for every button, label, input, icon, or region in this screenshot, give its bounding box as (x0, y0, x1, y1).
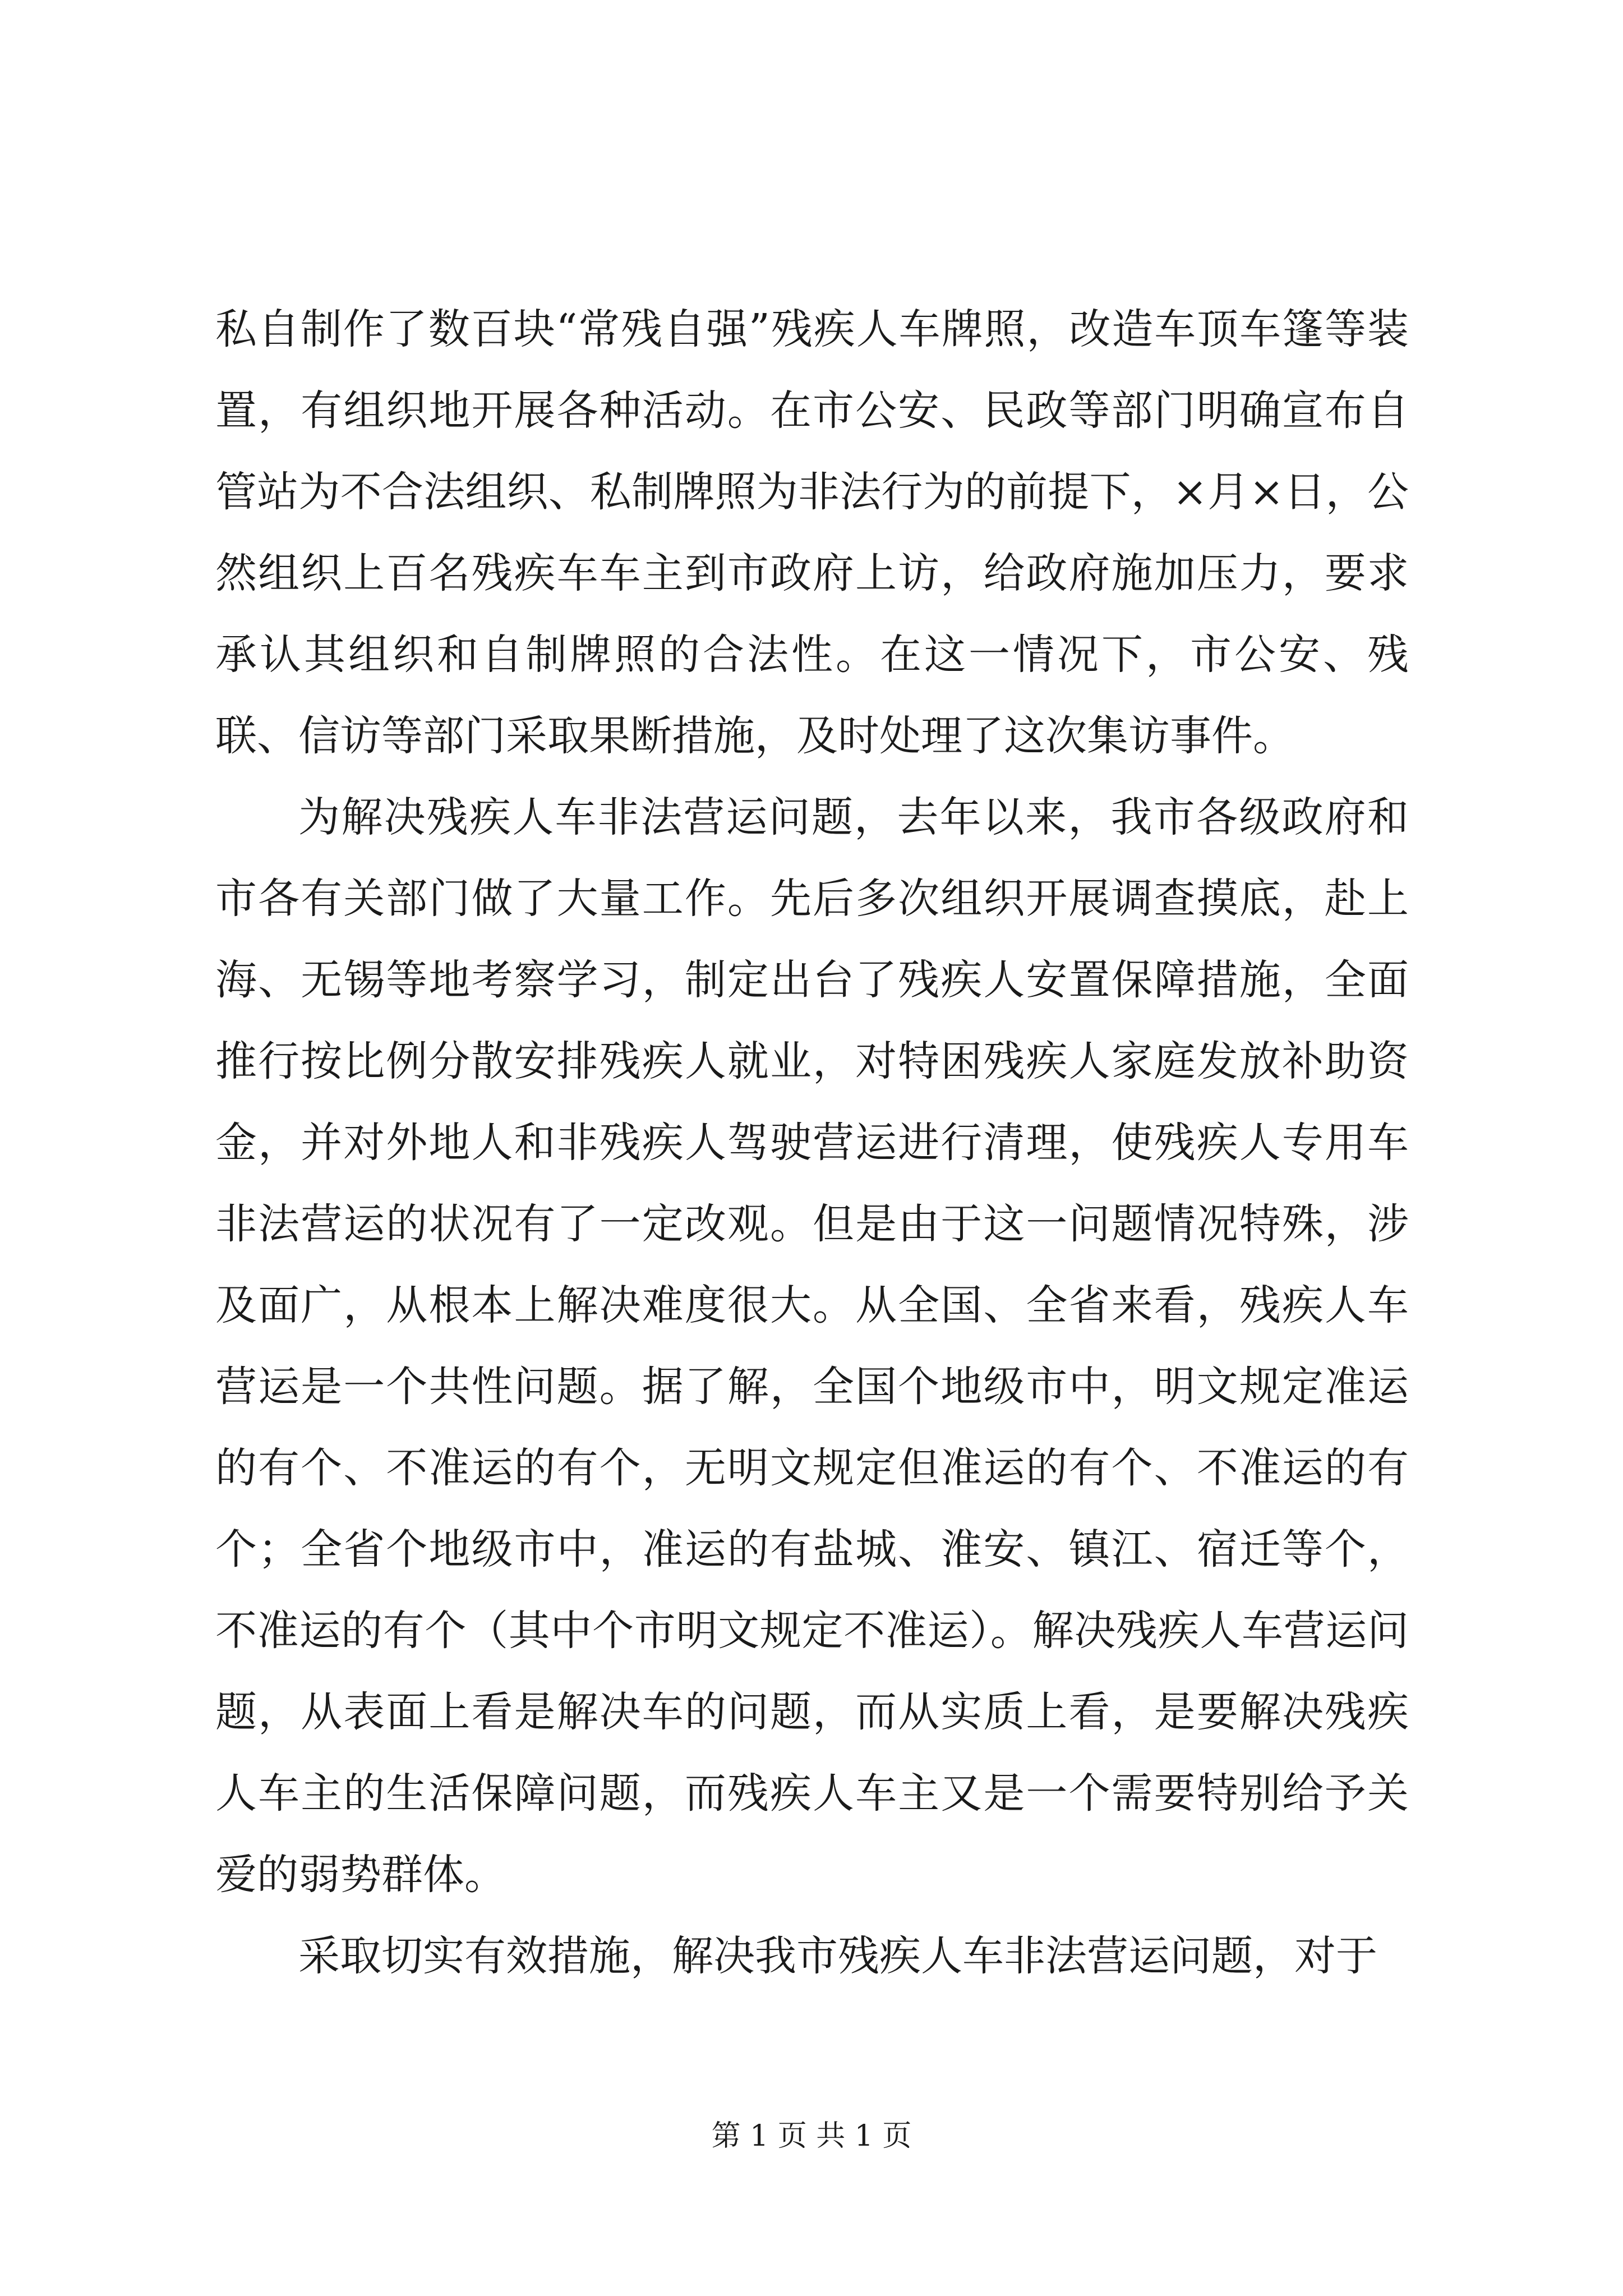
paragraph: 为解决残疾人车非法营运问题，去年以来，我市各级政府和市各有关部门做了大量工作。先后多次组织开展调查摸底，赴上海、无锡等地考察学习，制定出台了残疾人安置保障措施，全面推行按比例分散安排残疾人就业，对特困残疾人家庭发放补助资金，并对外地人和非残疾人驾驶营运进行清理，使残疾人专用车非法营运的状况有了一定改观。但是由于这一问题情况特殊，涉及面广，从根本上解决难度很大。从全国、全省来看，残疾人车营运是一个共性问题。据了解，全国个地级市中，明文规定准运的有个、不准运的有个，无明文规定但准运的有个、不准运的有个；全省个地级市中，准运的有盐城、淮安、镇江、宿迁等个，不准运的有个（其中个市明文规定不准运）。解决残疾人车营运问题，从表面上看是解决车的问题，而从实质上看，是要解决残疾人车主的生活保障问题，而残疾人车主又是一个需要特别给予关爱的弱势群体。 (215, 793, 1409, 1899)
paragraph: 采取切实有效措施，解决我市残疾人车非法营运问题，对于 (298, 1932, 1377, 1980)
paragraph-continued: 私自制作了数百块“常残自强”残疾人车牌照，改造车顶车篷等装置，有组织地开展各种活动。在市公安、民政等部门明确宣布自管站为不合法组织、私制牌照为非法行为的前提下，×月×日，公然组织上百名残疾车车主到市政府上访，给政府施加压力，要求承认其组织和自制牌照的合法性。在这一情况下，市公安、残联、信访等部门采取果断措施，及时处理了这次集访事件。 (215, 305, 1409, 760)
document-body (215, 289, 1409, 1997)
page-footer: 第 1 页 共 1 页 (711, 2119, 912, 2153)
